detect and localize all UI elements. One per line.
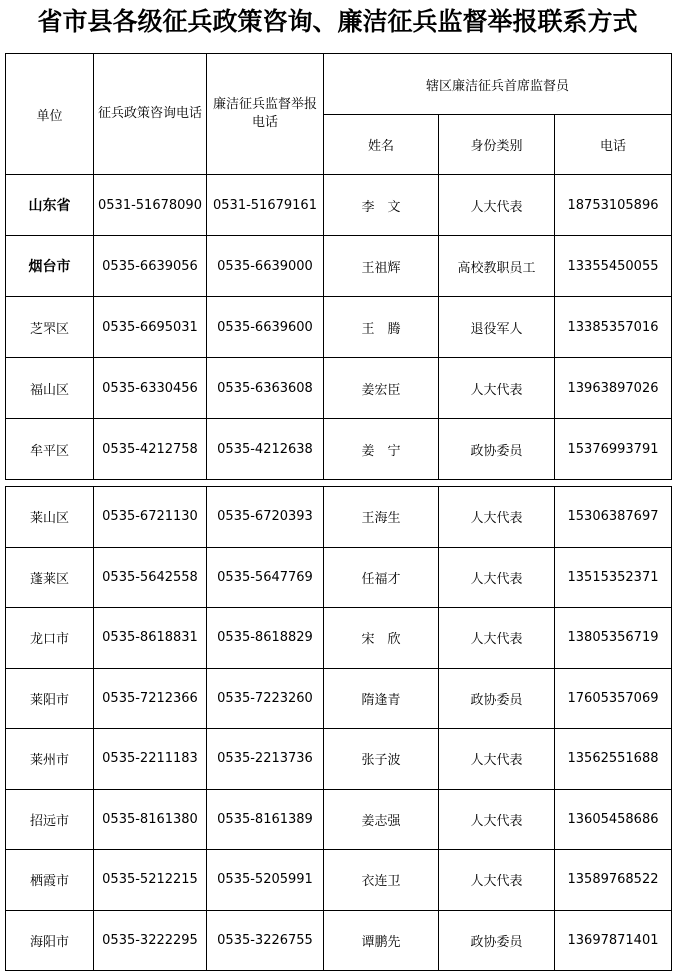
cell-consult-phone: 0535-2211183 (94, 729, 207, 790)
cell-supervisor-phone: 13385357016 (555, 297, 672, 358)
table-row (6, 547, 672, 608)
cell-consult-phone: 0535-8618831 (94, 608, 207, 669)
cell-supervisor-name: 王 腾 (324, 297, 439, 358)
cell-identity: 人大代表 (439, 358, 555, 419)
table-row (6, 236, 672, 297)
cell-unit: 烟台市 (6, 236, 94, 297)
table-row (6, 668, 672, 729)
cell-identity: 人大代表 (439, 547, 555, 608)
cell-supervisor-phone: 15306387697 (555, 487, 672, 548)
cell-report-phone: 0535-8618829 (207, 608, 324, 669)
cell-report-phone: 0535-6363608 (207, 358, 324, 419)
cell-consult-phone: 0531-51678090 (94, 175, 207, 236)
cell-supervisor-phone: 13963897026 (555, 358, 672, 419)
header-consult-phone: 征兵政策咨询电话 (94, 54, 207, 175)
page-title: 省市县各级征兵政策咨询、廉洁征兵监督举报联系方式 (37, 7, 638, 36)
cell-unit: 福山区 (6, 358, 94, 419)
table-row (6, 608, 672, 669)
header-phone: 电话 (555, 115, 672, 175)
table-body-part-2 (6, 487, 672, 971)
cell-report-phone: 0535-4212638 (207, 419, 324, 480)
contact-table-part-1 (5, 53, 672, 480)
cell-unit: 牟平区 (6, 419, 94, 480)
table-row (6, 358, 672, 419)
cell-unit: 龙口市 (6, 608, 94, 669)
table-body-part-1 (6, 175, 672, 480)
cell-report-phone: 0535-8161389 (207, 789, 324, 850)
table-row (6, 419, 672, 480)
cell-supervisor-name: 姜 宁 (324, 419, 439, 480)
cell-identity: 政协委员 (439, 910, 555, 971)
cell-report-phone: 0535-6720393 (207, 487, 324, 548)
cell-consult-phone: 0535-7212366 (94, 668, 207, 729)
cell-supervisor-name: 李 文 (324, 175, 439, 236)
table-row (6, 729, 672, 790)
cell-consult-phone: 0535-4212758 (94, 419, 207, 480)
cell-unit: 山东省 (6, 175, 94, 236)
cell-identity: 人大代表 (439, 729, 555, 790)
cell-unit: 莱山区 (6, 487, 94, 548)
cell-supervisor-phone: 13515352371 (555, 547, 672, 608)
cell-supervisor-name: 隋逢青 (324, 668, 439, 729)
cell-supervisor-name: 谭鹏先 (324, 910, 439, 971)
cell-report-phone: 0535-5205991 (207, 850, 324, 911)
table-row (6, 175, 672, 236)
cell-consult-phone: 0535-6330456 (94, 358, 207, 419)
table-row (6, 850, 672, 911)
cell-consult-phone: 0535-6695031 (94, 297, 207, 358)
table-row (6, 487, 672, 548)
cell-identity: 人大代表 (439, 487, 555, 548)
cell-supervisor-name: 王海生 (324, 487, 439, 548)
cell-consult-phone: 0535-6639056 (94, 236, 207, 297)
cell-supervisor-phone: 13697871401 (555, 910, 672, 971)
cell-supervisor-phone: 13355450055 (555, 236, 672, 297)
cell-identity: 退役军人 (439, 297, 555, 358)
cell-supervisor-name: 王祖辉 (324, 236, 439, 297)
cell-consult-phone: 0535-3222295 (94, 910, 207, 971)
header-name: 姓名 (324, 115, 439, 175)
cell-consult-phone: 0535-8161380 (94, 789, 207, 850)
cell-supervisor-phone: 13562551688 (555, 729, 672, 790)
cell-unit: 栖霞市 (6, 850, 94, 911)
cell-supervisor-name: 姜志强 (324, 789, 439, 850)
table-row (6, 910, 672, 971)
cell-identity: 人大代表 (439, 850, 555, 911)
cell-supervisor-name: 衣连卫 (324, 850, 439, 911)
table-row (6, 789, 672, 850)
cell-report-phone: 0535-6639600 (207, 297, 324, 358)
cell-supervisor-phone: 13605458686 (555, 789, 672, 850)
cell-report-phone: 0535-2213736 (207, 729, 324, 790)
cell-report-phone: 0535-5647769 (207, 547, 324, 608)
cell-identity: 人大代表 (439, 789, 555, 850)
cell-unit: 芝罘区 (6, 297, 94, 358)
cell-supervisor-name: 宋 欣 (324, 608, 439, 669)
header-unit: 单位 (6, 54, 94, 175)
cell-report-phone: 0535-3226755 (207, 910, 324, 971)
header-report-phone: 廉洁征兵监督举报电话 (207, 54, 324, 175)
cell-consult-phone: 0535-6721130 (94, 487, 207, 548)
cell-unit: 莱阳市 (6, 668, 94, 729)
cell-supervisor-phone: 18753105896 (555, 175, 672, 236)
cell-supervisor-phone: 13805356719 (555, 608, 672, 669)
cell-supervisor-phone: 13589768522 (555, 850, 672, 911)
cell-consult-phone: 0535-5212215 (94, 850, 207, 911)
cell-identity: 政协委员 (439, 419, 555, 480)
cell-identity: 人大代表 (439, 175, 555, 236)
cell-unit: 蓬莱区 (6, 547, 94, 608)
cell-supervisor-phone: 15376993791 (555, 419, 672, 480)
table-row (6, 297, 672, 358)
cell-unit: 海阳市 (6, 910, 94, 971)
cell-report-phone: 0531-51679161 (207, 175, 324, 236)
header-identity: 身份类别 (439, 115, 555, 175)
cell-consult-phone: 0535-5642558 (94, 547, 207, 608)
cell-unit: 招远市 (6, 789, 94, 850)
cell-identity: 高校教职员工 (439, 236, 555, 297)
cell-supervisor-phone: 17605357069 (555, 668, 672, 729)
cell-report-phone: 0535-6639000 (207, 236, 324, 297)
cell-supervisor-name: 任福才 (324, 547, 439, 608)
cell-identity: 人大代表 (439, 608, 555, 669)
cell-report-phone: 0535-7223260 (207, 668, 324, 729)
cell-unit: 莱州市 (6, 729, 94, 790)
cell-supervisor-name: 姜宏臣 (324, 358, 439, 419)
cell-supervisor-name: 张子波 (324, 729, 439, 790)
contact-table-part-2 (5, 486, 672, 971)
header-supervisor-group: 辖区廉洁征兵首席监督员 (324, 54, 672, 115)
cell-identity: 政协委员 (439, 668, 555, 729)
